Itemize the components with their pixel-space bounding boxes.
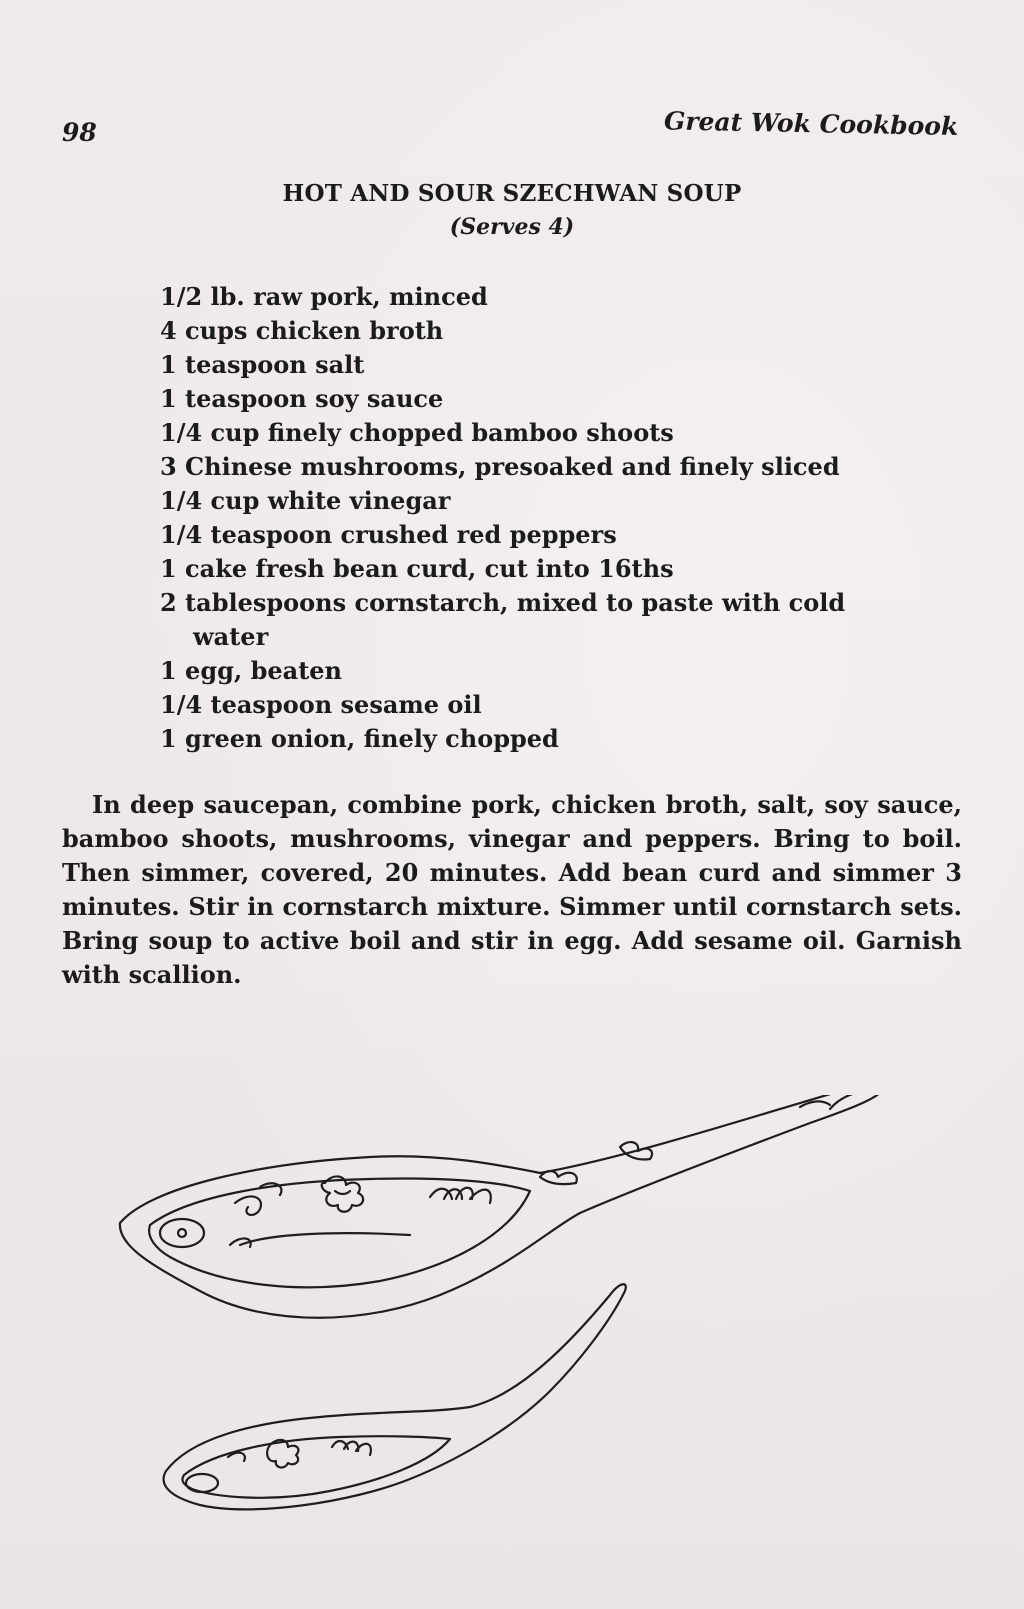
ingredient-item: 1 green onion, finely chopped [160, 724, 559, 753]
ingredient-item: 1/4 teaspoon crushed red peppers [160, 520, 617, 549]
ingredient-list [160, 280, 860, 756]
ingredient-item: 1/4 cup finely chopped bamboo shoots [160, 418, 674, 447]
running-head: Great Wok Cookbook [663, 106, 959, 141]
page-number: 98 [62, 118, 97, 147]
ingredient-item: 1/4 teaspoon sesame oil [160, 690, 482, 719]
large-spoon [120, 1095, 883, 1318]
recipe-serves: (Serves 4) [449, 214, 575, 240]
soup-spoons-illustration [110, 1095, 910, 1535]
ingredient-item: 1/4 cup white vinegar [160, 486, 451, 515]
ingredient-item: 1 egg, beaten [160, 656, 343, 685]
ingredient-item: 1 teaspoon soy sauce [160, 384, 444, 413]
ingredient-item: 2 tablespoons cornstarch, mixed to paste with cold water [160, 588, 846, 651]
recipe-directions: In deep saucepan, combine pork, chicken broth, salt, soy sauce, bamboo shoots, mushrooms, vinegar and peppers. Bring to boil. Then simmer, covered, 20 minutes. Add bean curd and simmer 3 minutes. Stir in cornstarch mixture. Simmer until cornstarch sets. Bring soup to active boil and stir in egg. Add sesame oil. Garnish with scallion. [62, 790, 962, 989]
ingredient-item: 4 cups chicken broth [160, 316, 444, 345]
ingredient-item: 3 Chinese mushrooms, presoaked and finely sliced [160, 452, 840, 481]
ingredient-item: 1 teaspoon salt [160, 350, 365, 379]
soup-spoons-drawing [110, 1095, 910, 1535]
ingredient-item: 1/2 lb. raw pork, minced [160, 282, 488, 311]
ingredient-item: 1 cake fresh bean curd, cut into 16ths [160, 554, 674, 583]
small-spoon [164, 1284, 626, 1509]
recipe-title: HOT AND SOUR SZECHWAN SOUP [282, 180, 742, 207]
